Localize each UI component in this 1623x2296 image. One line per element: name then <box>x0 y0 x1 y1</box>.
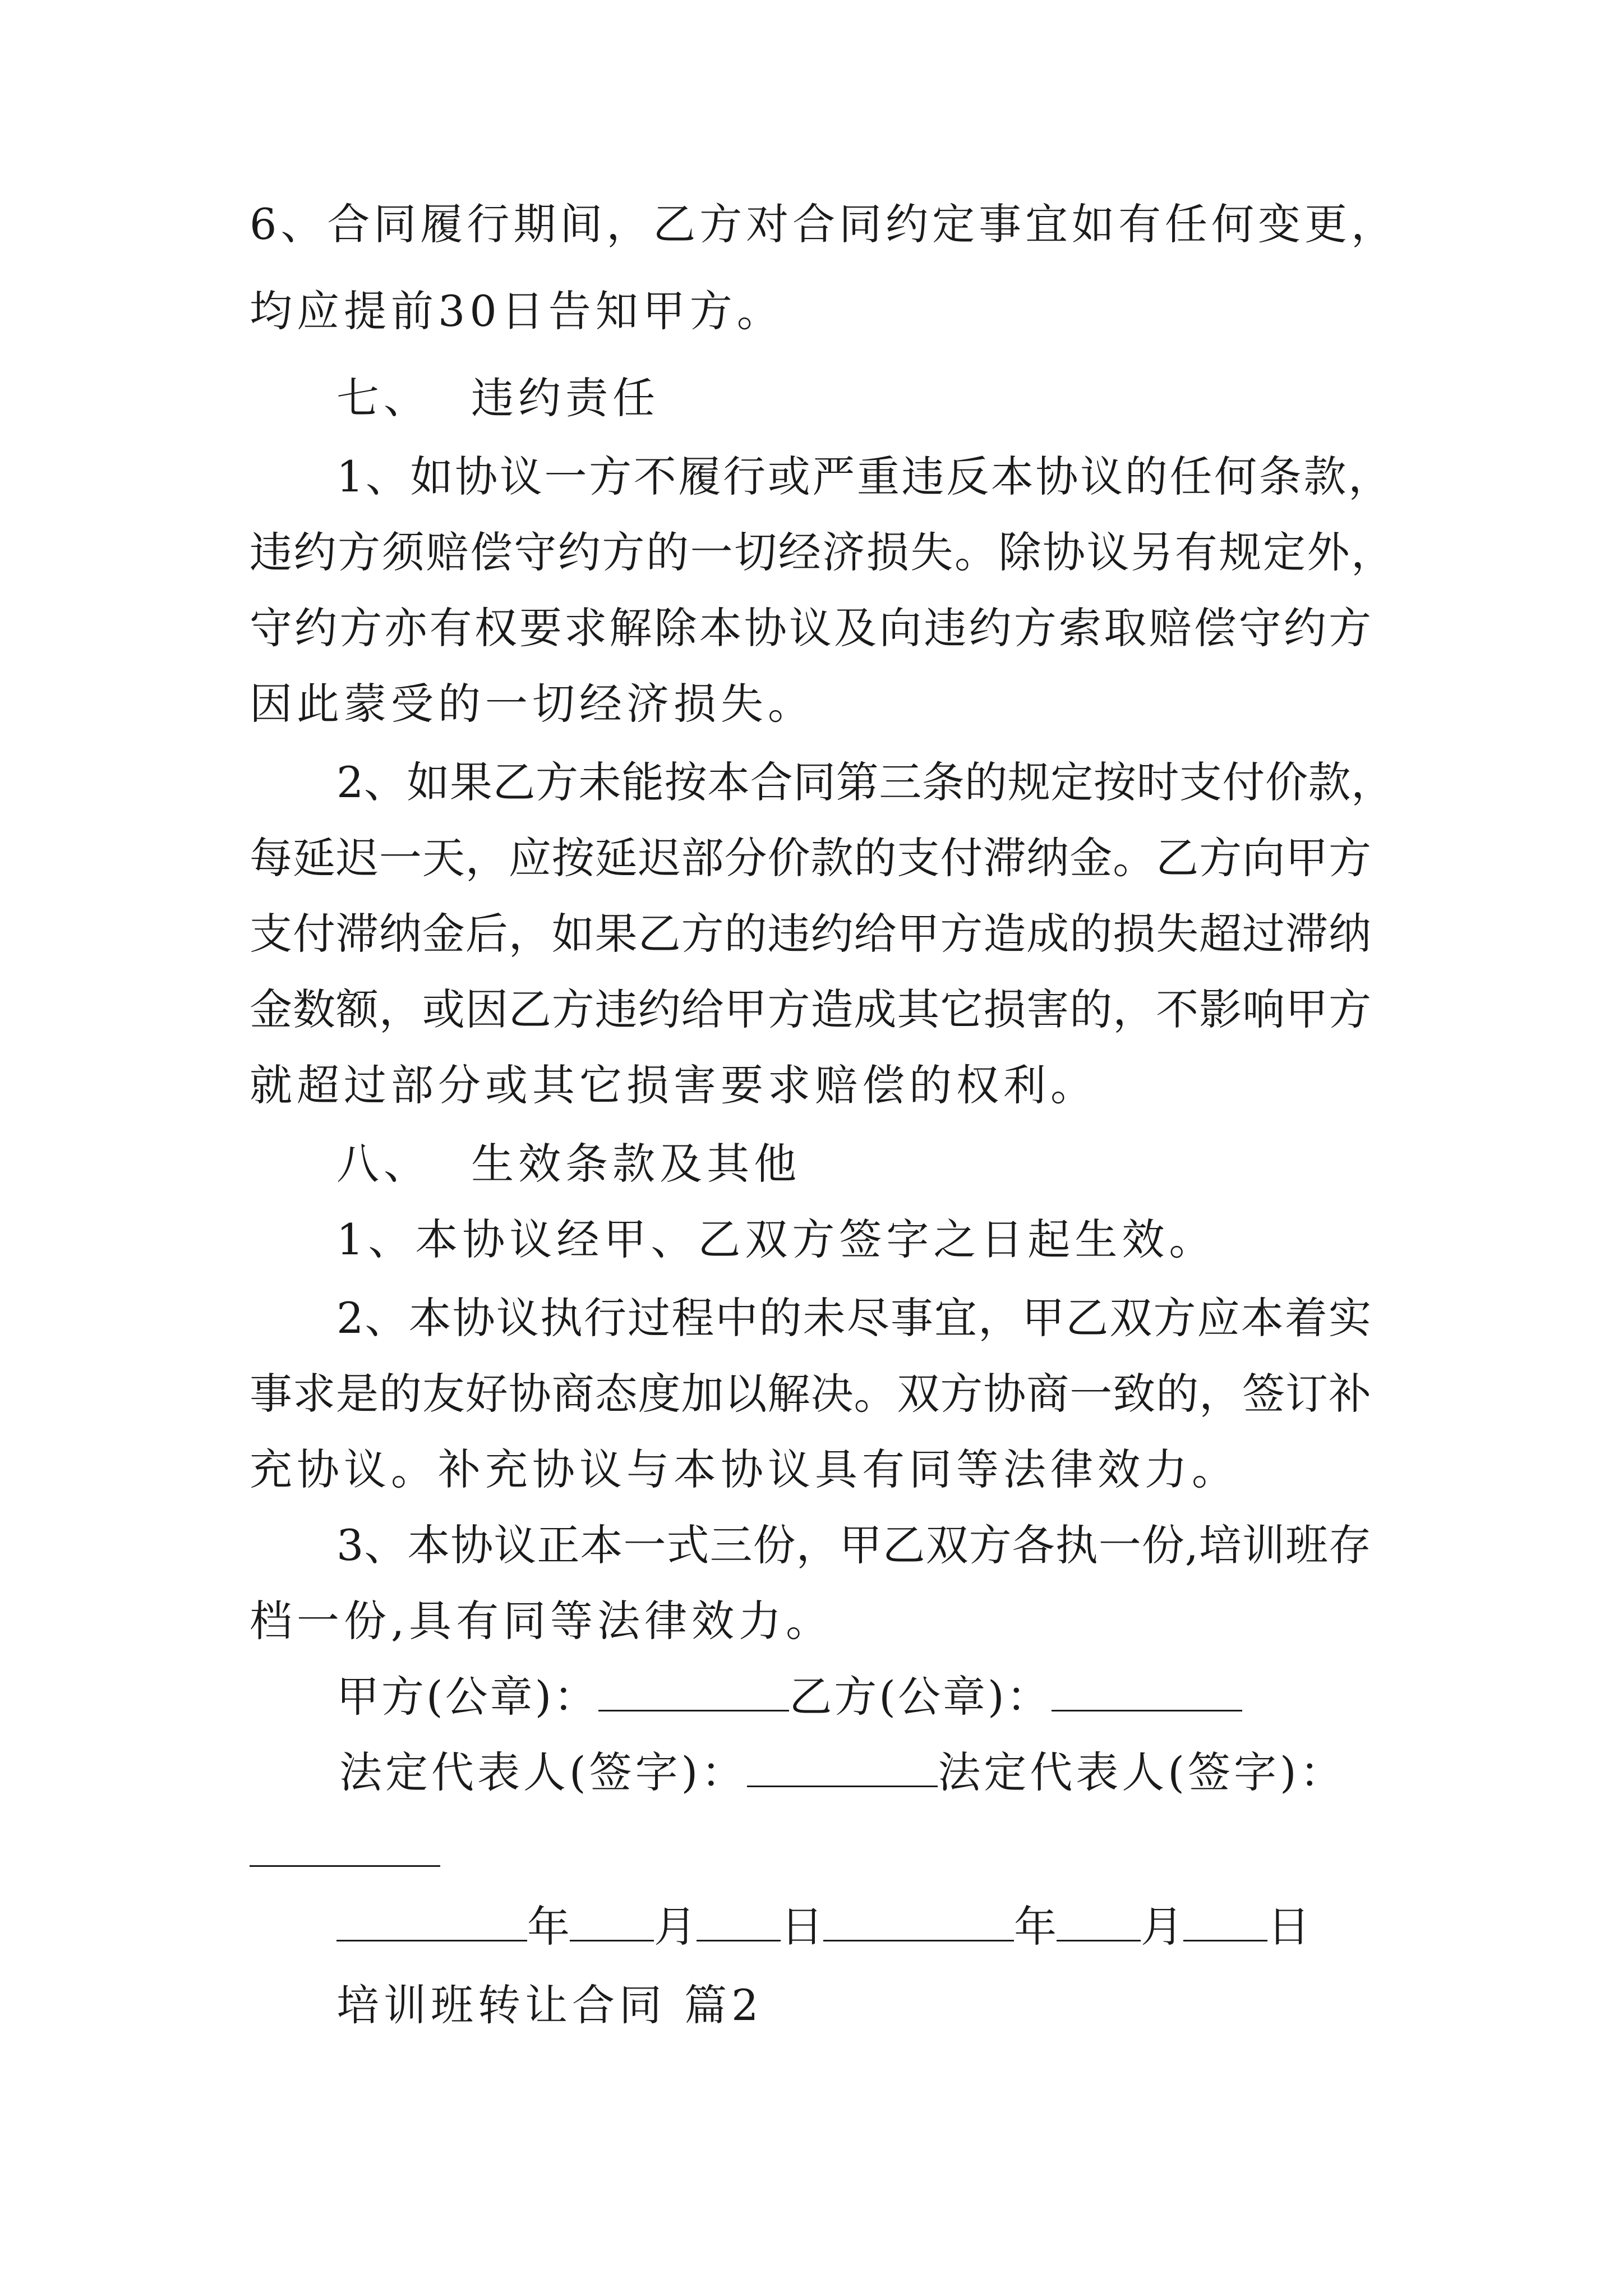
clause-6-line-1: 6、合同履行期间，乙方对合同约定事宜如有任何变更， <box>250 199 1394 249</box>
s7-clause-2-line-5: 就超过部分或其它损害要求赔偿的权利。 <box>250 1060 1098 1110</box>
rep-a-blank <box>747 1746 938 1787</box>
party-b-seal-blank <box>1052 1671 1242 1711</box>
s8-clause-2-line-1: 2、本协议执行过程中的未尽事宜，甲乙双方应本着实 <box>336 1293 1371 1343</box>
clause-6-line-2: 均应提前30日告知甲方。 <box>250 286 784 336</box>
rep-b-blank-continued <box>250 1865 440 1867</box>
next-section-title: 培训班转让合同 篇2 <box>336 1980 763 2030</box>
date-a-day-blank <box>697 1901 781 1941</box>
date-b-month: 月 <box>1141 1902 1183 1952</box>
s8-clause-2-line-2: 事求是的友好协商态度加以解决。双方协商一致的，签订补 <box>250 1369 1371 1419</box>
section-8-heading: 八、 生效条款及其他 <box>336 1139 801 1189</box>
date-row <box>336 1899 1310 1955</box>
s7-clause-1-line-4: 因此蒙受的一切经济损失。 <box>250 679 815 729</box>
section-7-heading: 七、 违约责任 <box>336 373 660 423</box>
representative-row <box>339 1745 1346 1801</box>
date-a-year: 年 <box>527 1902 570 1952</box>
s7-clause-2-line-1: 2、如果乙方未能按本合同第三条的规定按时支付价款， <box>336 757 1394 807</box>
s8-clause-1: 1、本协议经甲、乙双方签字之日起生效。 <box>336 1214 1216 1264</box>
s8-clause-3-line-1: 3、本协议正本一式三份，甲乙双方各执一份,培训班存 <box>336 1520 1371 1570</box>
party-seal-row <box>336 1669 1242 1725</box>
date-b-year-blank <box>823 1901 1014 1941</box>
date-a-month: 月 <box>654 1902 697 1952</box>
s7-clause-1-line-2: 违约方须赔偿守约方的一切经济损失。除协议另有规定外， <box>250 527 1394 577</box>
date-b-month-blank <box>1057 1901 1141 1941</box>
s7-clause-1-line-1: 1、如协议一方不履行或严重违反本协议的任何条款， <box>336 452 1391 501</box>
party-b-seal-label: 乙方(公章)： <box>789 1672 1052 1722</box>
date-a-month-blank <box>570 1901 654 1941</box>
s7-clause-1-line-3: 守约方亦有权要求解除本协议及向违约方索取赔偿守约方 <box>250 603 1371 653</box>
s7-clause-2-line-2: 每延迟一天，应按延迟部分价款的支付滞纳金。乙方向甲方 <box>250 833 1371 883</box>
date-b-year: 年 <box>1014 1902 1057 1952</box>
date-b-day: 日 <box>1267 1902 1310 1952</box>
rep-a-label: 法定代表人(签字)： <box>339 1747 748 1797</box>
party-a-seal-label: 甲方(公章)： <box>336 1672 599 1722</box>
date-b-day-blank <box>1183 1901 1267 1941</box>
s7-clause-2-line-4: 金数额，或因乙方违约给甲方造成其它损害的，不影响甲方 <box>250 984 1371 1034</box>
date-a-year-blank <box>336 1901 527 1941</box>
party-a-seal-blank <box>598 1671 789 1711</box>
s7-clause-2-line-3: 支付滞纳金后，如果乙方的违约给甲方造成的损失超过滞纳 <box>250 909 1371 959</box>
s8-clause-2-line-3: 充协议。补充协议与本协议具有同等法律效力。 <box>250 1444 1239 1494</box>
rep-b-label: 法定代表人(签字)： <box>938 1747 1346 1797</box>
s8-clause-3-line-2: 档一份,具有同等法律效力。 <box>250 1596 833 1646</box>
date-a-day: 日 <box>781 1902 823 1952</box>
